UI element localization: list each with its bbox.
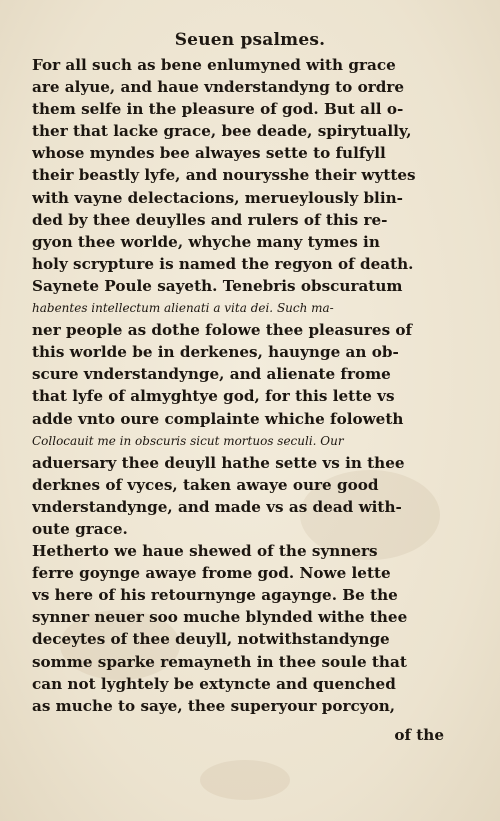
text-line: that lyfe of almyghtye god, for this lette vs [32,387,395,406]
text-line: gyon thee worlde, whyche many tymes in [32,232,380,251]
text-line: somme sparke remayneth in thee soule that [32,652,407,671]
text-line-latin: habentes intellectum alienati a vita dei. Such ma- [32,301,334,316]
paper-stain [200,760,290,800]
text-line: Saynete Poule sayeth. Tenebris obscuratum [32,276,403,295]
text-line: derknes of vyces, taken awaye oure good [32,475,379,494]
text-line: For all such as bene enlumyned with grace [32,56,396,74]
text-line: holy scrypture is named the regyon of death. [32,254,414,273]
text-line: synner neuer soo muche blynded withe thee [32,608,408,627]
text-line: vnderstandynge, and made vs as dead with- [32,497,402,516]
text-line: with vayne delectacions, merueylously blin- [32,188,403,207]
text-line: this worlde be in derkenes, hauynge an ob- [32,343,399,362]
text-line: scure vnderstandynge, and alienate frome [32,365,391,384]
text-line: their beastly lyfe, and nourysshe their wyttes [32,166,416,185]
text-line: ferre goynge awaye frome god. Nowe lette [32,564,391,583]
text-line: aduersary thee deuyll hathe sette vs in thee [32,453,405,472]
text-line: as muche to saye, thee superyour porcyon, [32,696,396,715]
text-line: vs here of his retournynge agaynge. Be the [32,586,398,605]
running-header: Seuen psalmes. [174,30,326,50]
text-line: deceytes of thee deuyll, notwithstandynge [32,630,390,649]
text-line: them selfe in the pleasure of god. But all o- [32,100,404,119]
text-line: oute grace. [32,519,128,538]
catchword: of the [394,726,444,744]
text-line: adde vnto oure complainte whiche foloweth [32,409,404,428]
text-line: can not lyghtely be extyncte and quenched [32,674,396,693]
text-line: are alyue, and haue vnderstandyng to ordre [32,78,405,97]
text-line: whose myndes bee alwayes sette to fulfyll [32,144,386,163]
text-line: Hetherto we haue shewed of the synners [32,542,378,561]
text-line: ded by thee deuylles and rulers of this re- [32,210,388,229]
text-line: ner people as dothe folowe thee pleasures of [32,321,413,340]
body-text [32,54,452,717]
text-line-latin: Collocauit me in obscuris sicut mortuos seculi. Our [32,433,344,448]
text-line: ther that lacke grace, bee deade, spirytually, [32,122,412,141]
